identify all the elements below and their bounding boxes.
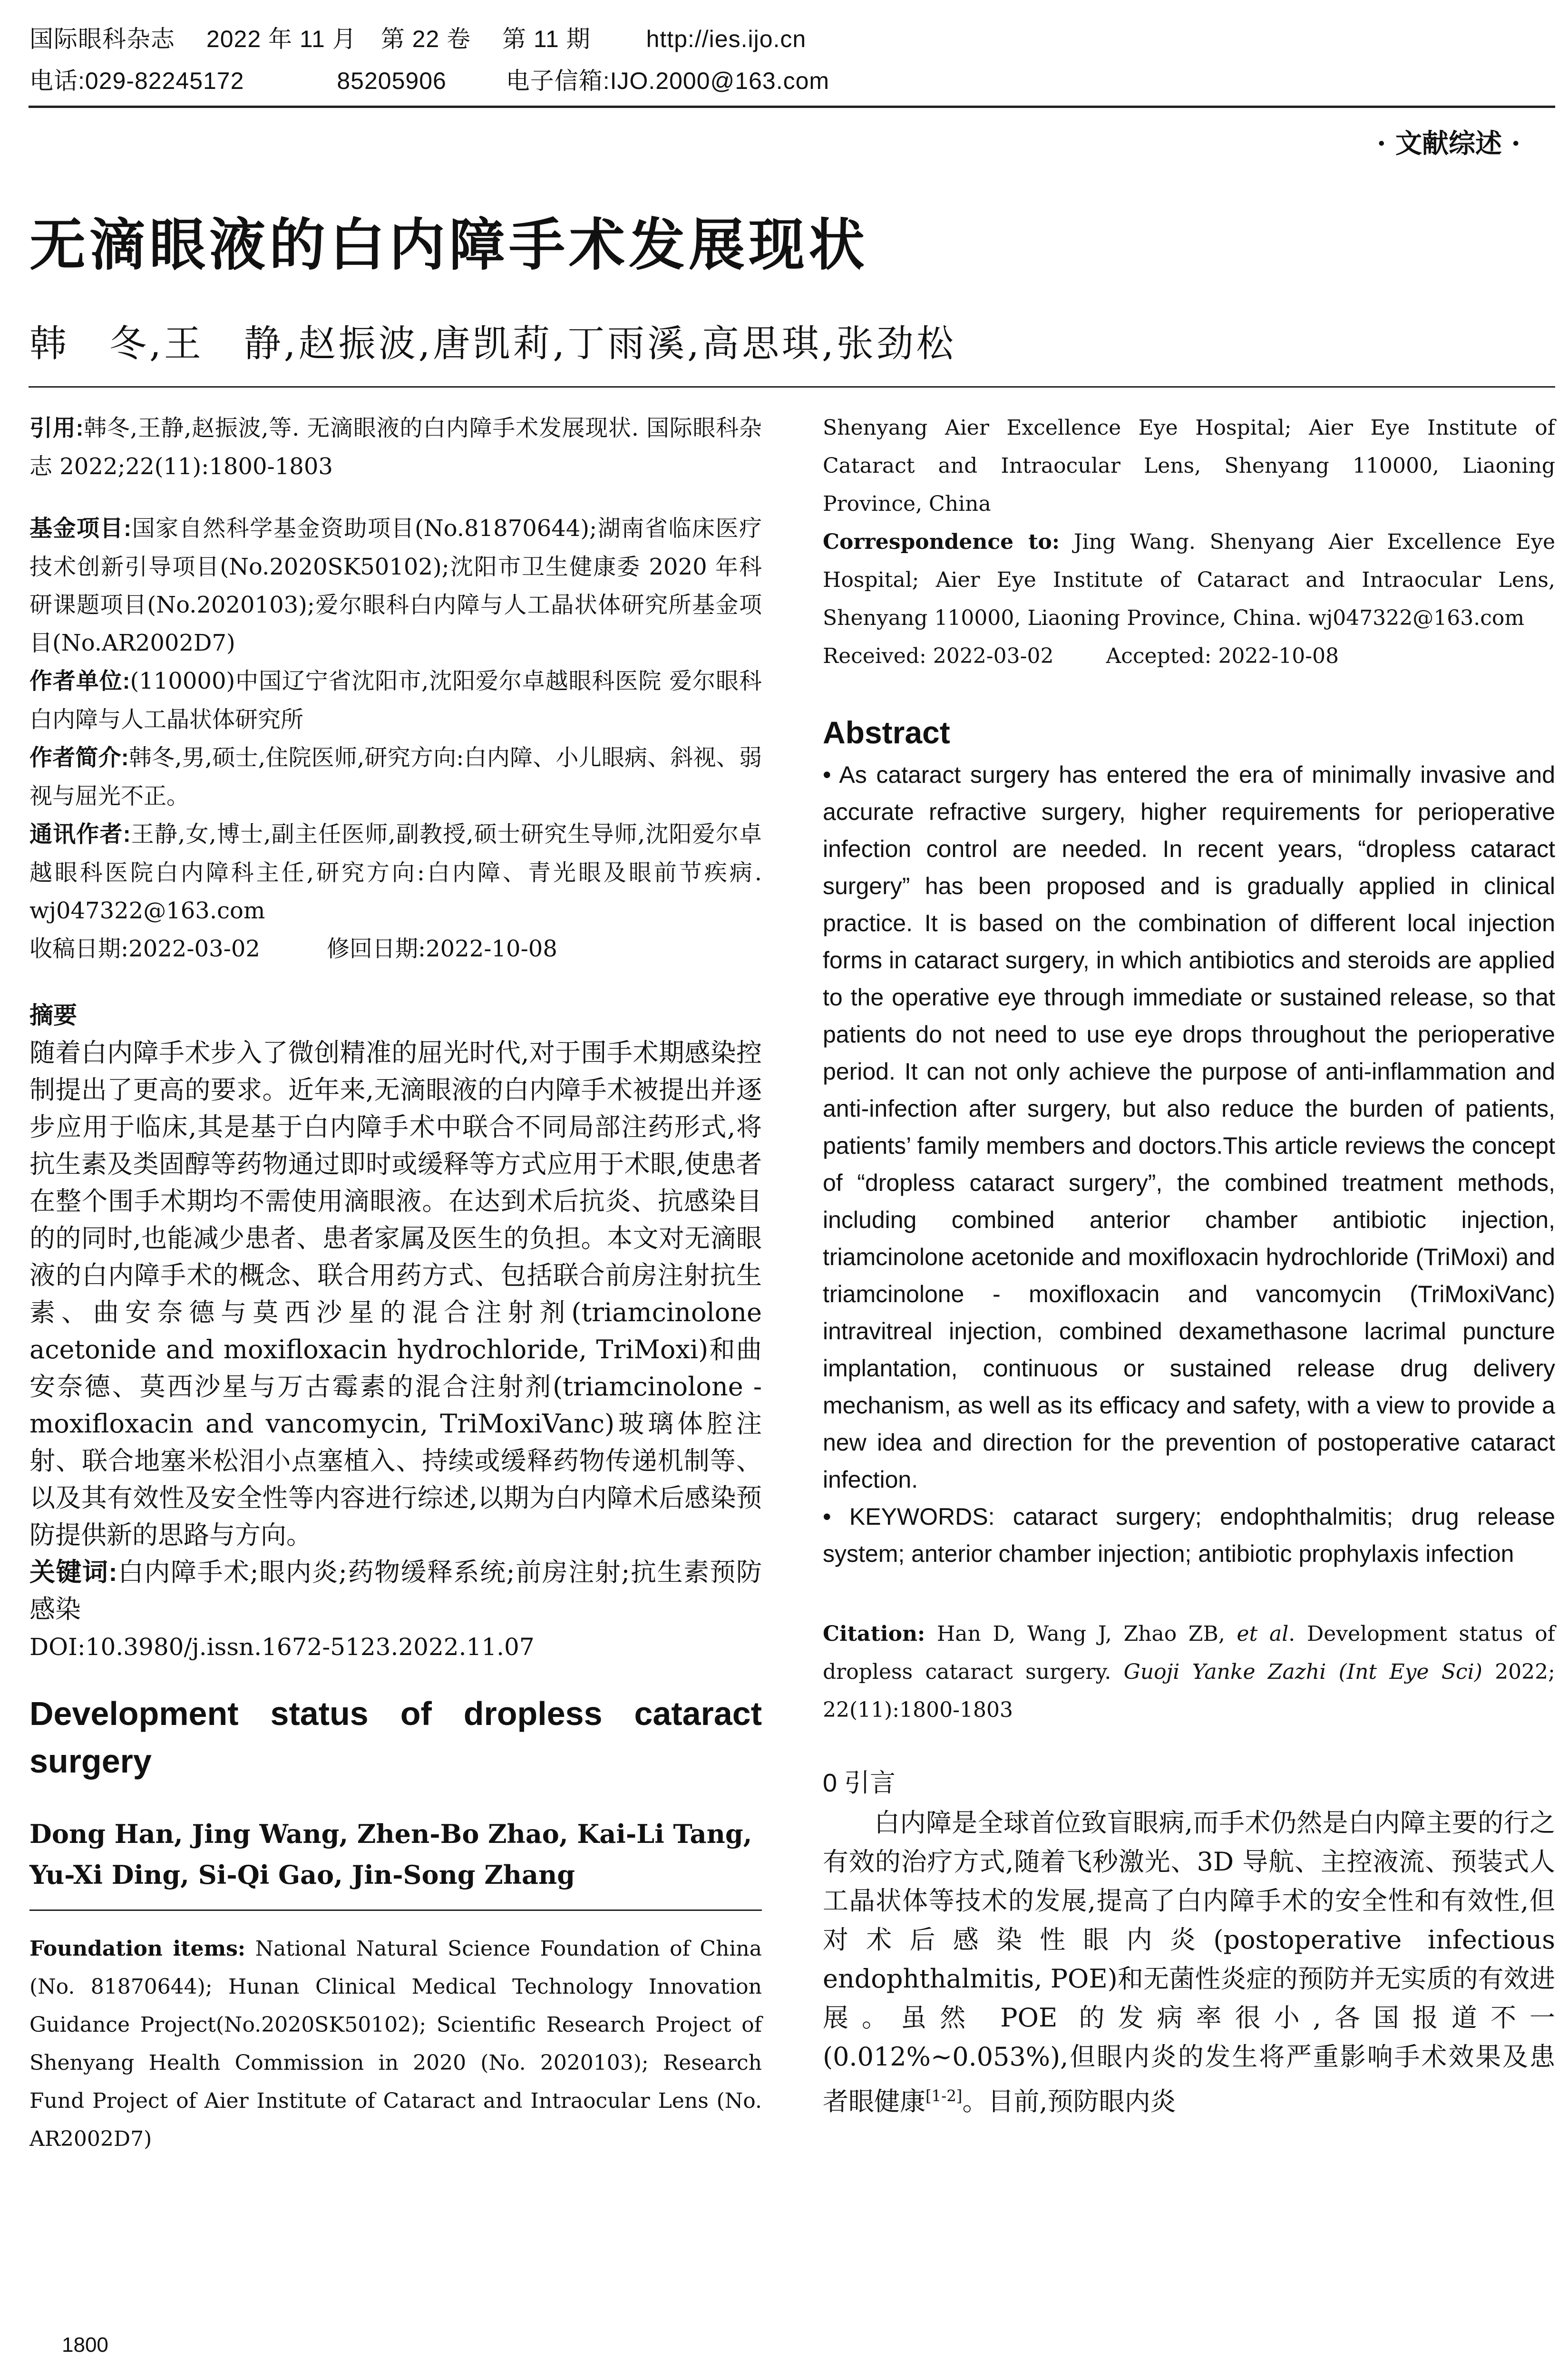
- header-divider: [29, 106, 1555, 108]
- citation-cn: [29, 409, 762, 486]
- dates-en: [823, 637, 1555, 675]
- keywords-cn-text: 白内障手术;眼内炎;药物缓释系统;前房注射;抗生素预防感染: [29, 1557, 762, 1624]
- title-divider: [29, 386, 1555, 388]
- corresponding-author-cn: [29, 815, 762, 930]
- corresponding-author-cn-label: 通讯作者:: [29, 822, 131, 847]
- abstract-en-text: • As cataract surgery has entered the era of minimally invasive and accurate refractive surgery, higher requirements for perioperative infection control are needed. In recent years, “dropless cataract surgery” has been proposed and is gradually applied in clinical practice. It is based on the combination of different local injection forms in cataract surgery, in which antibiotics and steroids are applied to the operative eye through immediate or sustained release, so that patients do not need to use eye drops throughout the perioperative period. It can not only achieve the purpose of anti-inflammation and anti-infection after surgery, but also reduce the burden of patients, patients’ family members and doctors.This article reviews the concept of “dropless cataract surgery”, the combined treatment methods, including combined anterior chamber antibiotic injection, triamcinolone acetonide and moxifloxacin hydrochloride (TriMoxi) and triamcinolone - moxifloxacin and vancomycin (TriMoxiVanc) intravitreal injection, combined dexamethasone lacrimal puncture implantation, continuous or sustained release drug delivery mechanism, as well as its efficacy and safety, with a view to provide a new idea and direction for the prevention of postoperative cataract infection.: [823, 761, 1555, 1493]
- author-bio-cn-label: 作者简介:: [29, 745, 129, 770]
- journal-name: 国际眼科杂志: [29, 26, 175, 52]
- citation-cn-text: 韩冬,王静,赵振波,等. 无滴眼液的白内障手术发展现状. 国际眼科杂志 2022;22(11):1800-1803: [29, 415, 762, 480]
- citation-en-label: Citation:: [823, 1622, 925, 1646]
- affiliation-en: Shenyang Aier Excellence Eye Hospital; Aier Eye Institute of Cataract and Intraocular Lens, Shenyang 110000, Liaoning Province, China: [823, 416, 1555, 516]
- dates-cn: [29, 930, 762, 968]
- journal-issue: 2022 年 11 月 第 22 卷 第 11 期: [206, 26, 591, 52]
- keywords-en: • KEYWORDS: cataract surgery; endophthalmitis; drug release system; anterior chamber injection; antibiotic prophylaxis infection: [823, 1503, 1555, 1567]
- intro-text-end: 。目前,预防眼内炎: [962, 2086, 1176, 2116]
- author-bio-cn-text: 韩冬,男,硕士,住院医师,研究方向:白内障、小儿眼病、斜视、弱视与屈光不正。: [29, 744, 762, 809]
- correspondence-en: [823, 523, 1555, 637]
- abstract-cn-heading: 摘要: [29, 1002, 77, 1029]
- left-column: [29, 409, 762, 2179]
- foundation-en-text: National Natural Science Foundation of China (No. 81870644); Hunan Clinical Medical Technology Innovation Guidance Project(No.2020SK50102); Scientific Research Project of Shenyang Health Commission in 2020 (No. 2020103); Research Fund Project of Aier Institute of Cataract and Intraocular Lens (No. AR2002D7): [29, 1937, 762, 2151]
- abstract-cn-text: 随着白内障手术步入了微创精准的屈光时代,对于围手术期感染控制提出了更高的要求。近年来,无滴眼液的白内障手术被提出并逐步应用于临床,其是基于白内障手术中联合不同局部注药形式,将抗生素及类固醇等药物通过即时或缓释等方式应用于术眼,使患者在整个围手术期均不需使用滴眼液。在达到术后抗炎、抗感染目的的同时,也能减少患者、患者家属及医生的负担。本文对无滴眼液的白内障手术的概念、联合用药方式、包括联合前房注射抗生素、曲安奈德与莫西沙星的混合注射剂(triamcinolone acetonide and moxifloxacin hydrochloride, TriMoxi)和曲安奈德、莫西沙星与万古霉素的混合注射剂(triamcinolone - moxifloxacin and vancomycin, TriMoxiVanc)玻璃体腔注射、联合地塞米松泪小点塞植入、持续或缓释药物传递机制等、以及其有效性及安全性等内容进行综述,以期为白内障术后感染预防提供新的思路与方向。: [29, 1038, 762, 1550]
- journal-header-line2: [29, 62, 829, 96]
- doi[interactable]: DOI:10.3980/j.issn.1672-5123.2022.11.07: [29, 1633, 535, 1661]
- received-date-en: Received: 2022-03-02: [823, 644, 1054, 668]
- article-title-en: Development status of dropless cataract surgery: [29, 1695, 762, 1780]
- affiliation-cn-text: (110000)中国辽宁省沈阳市,沈阳爱尔卓越眼科医院 爱尔眼科白内障与人工晶状体研究所: [29, 668, 762, 733]
- authors-en: Dong Han, Jing Wang, Zhen-Bo Zhao, Kai-Li Tang, Yu-Xi Ding, Si-Qi Gao, Jin-Song Zhang: [29, 1819, 752, 1890]
- fund-cn-text: 国家自然科学基金资助项目(No.81870644);湖南省临床医疗技术创新引导项目(No.2020SK50102);沈阳市卫生健康委 2020 年科研课题项目(No.2020103);爱尔眼科白内障与人工晶状体研究所基金项目(No.AR2002D7): [29, 515, 762, 656]
- abstract-en-heading: Abstract: [823, 715, 950, 750]
- correspondence-en-text: Jing Wang. Shenyang Aier Excellence Eye Hospital; Aier Eye Institute of Cataract and Intraocular Lens, Shenyang 110000, Liaoning Province, China. wj047322@163.com: [823, 530, 1555, 630]
- citation-en-text-a: Han D, Wang J, Zhao ZB,: [936, 1622, 1237, 1646]
- fund-cn: [29, 509, 762, 662]
- journal-phone: 电话:029-82245172: [29, 68, 244, 94]
- foundation-en: [29, 1930, 762, 2158]
- fund-cn-label: 基金项目:: [29, 516, 132, 541]
- intro-text: [823, 1803, 1555, 2121]
- received-date-cn: 收稿日期:2022-03-02: [29, 935, 260, 962]
- citation-en-etal: et al: [1237, 1622, 1289, 1646]
- right-column: [823, 409, 1555, 2121]
- column-label: · 文献综述 ·: [1377, 128, 1520, 159]
- journal-url[interactable]: http://ies.ijo.cn: [646, 26, 807, 52]
- citation-en: [823, 1615, 1555, 1729]
- journal-header-line1: [29, 20, 806, 54]
- intro-text-body: 白内障是全球首位致盲眼病,而手术仍然是白内障主要的行之有效的治疗方式,随着飞秒激光、3D 导航、主控液流、预装式人工晶状体等技术的发展,提高了白内障手术的安全性和有效性,但对术后感染性眼内炎(postoperative infectious endophthalmitis, POE)和无菌性炎症的预防并无实质的有效进展。虽然 POE 的发病率很小,各国报道不一(0.012%~0.053%),但眼内炎的发生将严重影响手术效果及患者眼健康: [823, 1808, 1555, 2116]
- en-divider: [29, 1909, 762, 1911]
- journal-phone2: 85205906: [337, 68, 447, 94]
- article-title: 无滴眼液的白内障手术发展现状: [29, 214, 869, 277]
- corresponding-author-cn-text: 王静,女,博士,副主任医师,副教授,硕士研究生导师,沈阳爱尔卓越眼科医院白内障科主任,研究方向:白内障、青光眼及眼前节疾病. wj047322@163.com: [29, 821, 762, 924]
- authors-cn: 韩 冬,王 静,赵振波,唐凯莉,丁雨溪,高思琪,张劲松: [29, 322, 956, 365]
- intro-reference[interactable]: [1-2]: [925, 2087, 963, 2105]
- keywords-cn: [29, 1554, 762, 1628]
- foundation-en-label: Foundation items:: [29, 1937, 246, 1961]
- affiliation-cn-label: 作者单位:: [29, 669, 130, 694]
- citation-en-text-c: 2022; 22(11):1800-1803: [823, 1660, 1555, 1722]
- citation-en-text-b: . Development status of dropless cataract surgery.: [823, 1622, 1555, 1684]
- page-number: 1800: [62, 2333, 108, 2357]
- journal-email[interactable]: 电子信箱:IJO.2000@163.com: [506, 68, 830, 94]
- keywords-cn-label: 关键词:: [29, 1558, 117, 1587]
- author-bio-cn: [29, 739, 762, 815]
- intro-heading: 0 引言: [823, 1769, 896, 1797]
- accepted-date-en: Accepted: 2022-10-08: [1106, 644, 1339, 668]
- citation-en-journal: Guoji Yanke Zazhi (Int Eye Sci): [1123, 1660, 1482, 1684]
- affiliation-cn: [29, 662, 762, 739]
- revised-date-cn: 修回日期:2022-10-08: [326, 935, 557, 962]
- correspondence-en-label: Correspondence to:: [823, 530, 1060, 554]
- citation-cn-label: 引用:: [29, 416, 84, 441]
